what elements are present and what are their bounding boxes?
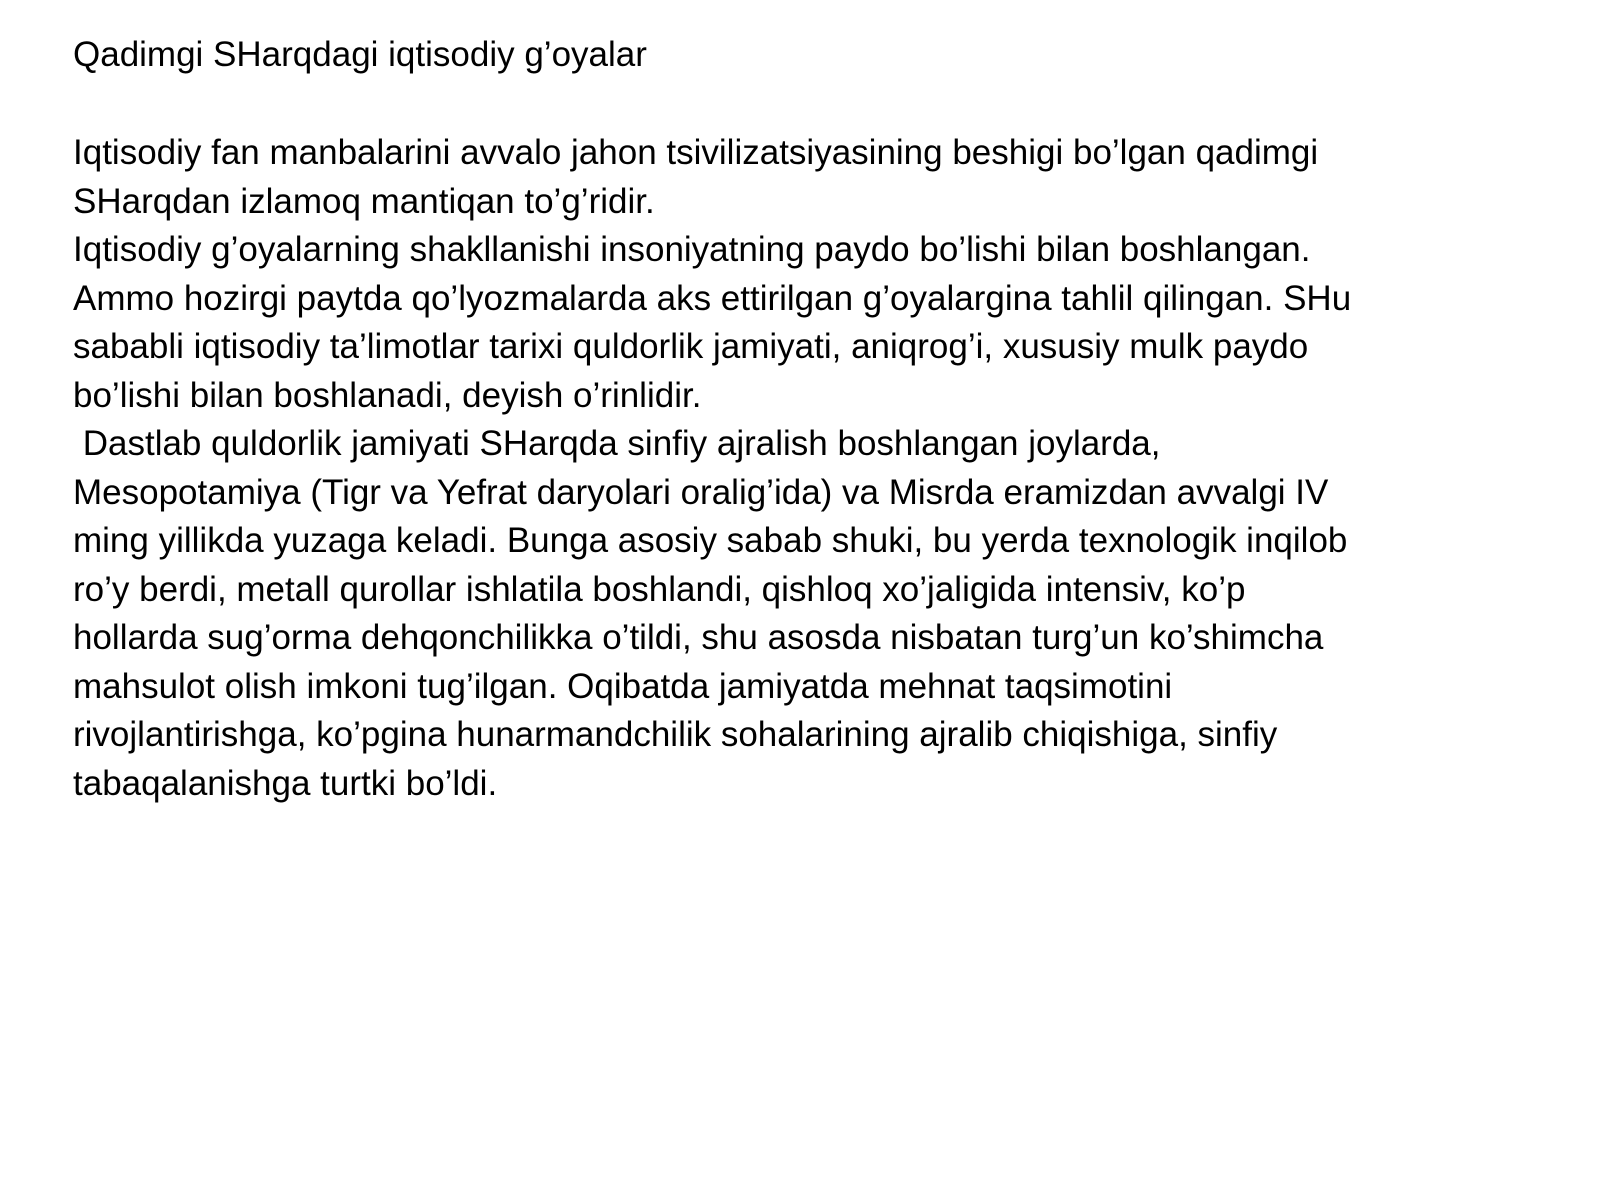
body-text [73,129,1553,808]
text-line: bo’lishi bilan boshlanadi, deyish o’rinlidir. [73,375,702,415]
text-line: ming yillikda yuzaga keladi. Bunga asosiy sabab shuki, bu yerda texnologik inqilob [73,521,1348,560]
text-line: sababli iqtisodiy ta’limotlar tarixi quldorlik jamiyati, aniqrog’i, xususiy mulk paydo [73,327,1309,366]
text-line: ro’y berdi, metall qurollar ishlatila boshlandi, qishloq xo’jaligida intensiv, ko’p [73,569,1246,609]
text-line: mahsulot olish imkoni tug’ilgan. Oqibatda jamiyatda mehnat taqsimotini [73,666,1173,706]
page-title: Qadimgi SHarqdagi iqtisodiy g’oyalar [73,35,647,74]
text-line: tabaqalanishga turtki bo’ldi. [73,763,498,803]
text-line: SHarqdan izlamoq mantiqan to’g’ridir. [73,181,655,221]
text-line: Mesopotamiya (Tigr va Yefrat daryolari oralig’ida) va Misrda eramizdan avvalgi IV [73,472,1329,512]
text-line: Iqtisodiy g’oyalarning shakllanishi insoniyatning paydo bo’lishi bilan boshlangan. [73,230,1311,269]
text-line: hollarda sug’orma dehqonchilikka o’tildi, shu asosda nisbatan turg’un ko’shimcha [73,618,1324,657]
text-line: Iqtisodiy fan manbalarini avvalo jahon tsivilizatsiyasining beshigi bo’lgan qadimgi [73,133,1319,172]
text-line: Dastlab quldorlik jamiyati SHarqda sinfiy ajralish boshlangan joylarda, [73,424,1161,463]
text-line: rivojlantirishga, ko’pgina hunarmandchilik sohalarining ajralib chiqishiga, sinfiy [73,715,1278,754]
text-line: Ammo hozirgi paytda qo’lyozmalarda aks ettirilgan g’oyalargina tahlil qilingan. SHu [73,278,1352,318]
